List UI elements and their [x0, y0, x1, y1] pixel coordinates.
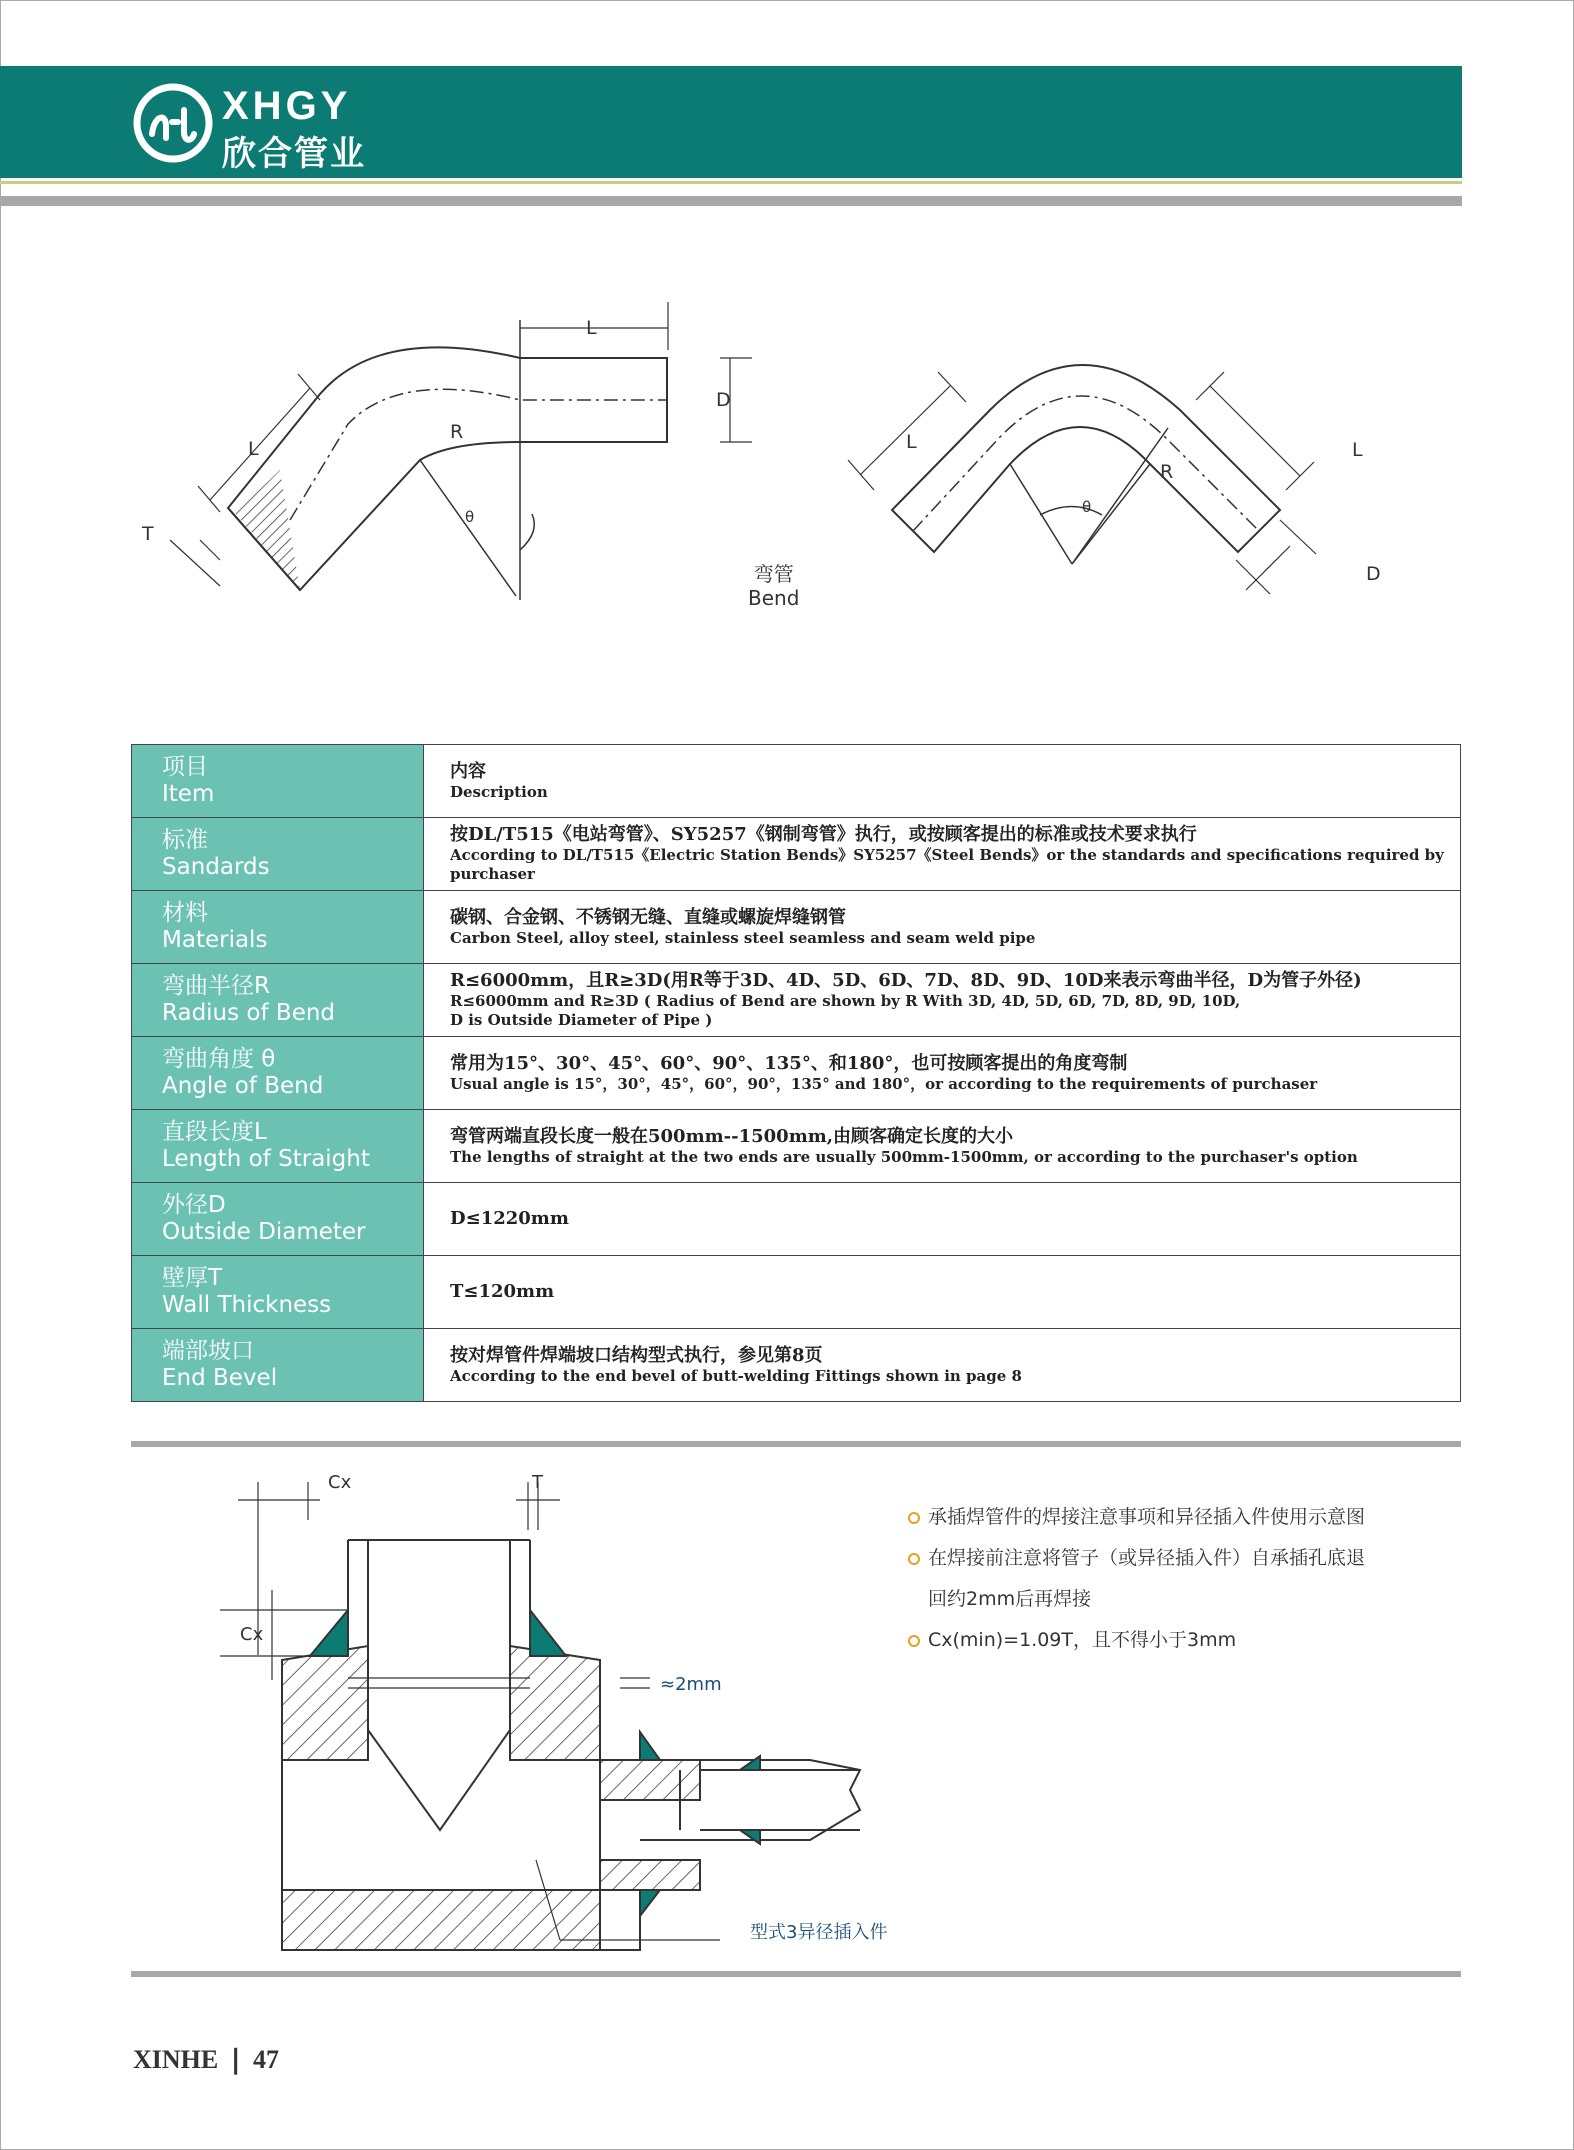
dim-label-theta-left: θ [465, 508, 475, 526]
dim-label-r-right: R [1160, 461, 1174, 483]
socket-weld-diagram [220, 1470, 900, 1960]
row-value-cn: T≤120mm [450, 1281, 555, 1302]
row-value-cn: R≤6000mm，且R≥3D(用R等于3D、4D、5D、6D、7D、8D、9D、10D来表示弯曲半径，D为管子外径) [450, 970, 1362, 991]
row-value-en: R≤6000mm and R≥3D ( Radius of Bend are shown by R With 3D, 4D, 5D, 6D, 7D, 8D, 9D, 10D, [450, 992, 1241, 1010]
note-text: 承插焊管件的焊接注意事项和异径插入件使用示意图 [928, 1506, 1366, 1528]
weld-label-t-top: T [532, 1472, 543, 1493]
row-value-cn: 常用为15°、30°、45°、60°、90°、135°、和180°，也可按顾客提出的角度弯制 [450, 1052, 1128, 1074]
row-key-cn: 弯曲半径R [162, 973, 270, 999]
table-row [132, 964, 1461, 1037]
header-accent-line [0, 181, 1462, 184]
table-row [132, 1256, 1461, 1329]
page-footer [133, 2045, 279, 2075]
figure-caption-en: Bend [748, 586, 800, 610]
row-value-en: Usual angle is 15°，30°，45°，60°，90°，135° and 180°，or according to the requirements of purchaser [450, 1074, 1318, 1093]
weld-label-gap: ≈2mm [660, 1674, 722, 1695]
header-banner [0, 66, 1462, 178]
page-number: 47 [253, 2045, 280, 2074]
table-row [132, 745, 1461, 818]
row-key-en: Length of Straight [162, 1146, 370, 1172]
dim-label-theta-right: θ [1082, 498, 1092, 516]
section-divider-top [131, 1441, 1461, 1447]
table-row [132, 1037, 1461, 1110]
row-value-cn: 内容 [450, 760, 486, 782]
row-key-en: End Bevel [162, 1365, 278, 1391]
footer-separator: ❘ [224, 2045, 254, 2074]
row-key-cn: 弯曲角度 θ [162, 1046, 276, 1072]
row-key-en: Radius of Bend [162, 1000, 336, 1026]
header-grey-bar [0, 196, 1462, 206]
weld-label-cx-top: Cx [328, 1472, 352, 1493]
table-row [132, 1329, 1461, 1402]
brand-name-cn: 欣合管业 [222, 134, 366, 174]
brand-name-en: XHGY [222, 84, 352, 128]
row-value-en: Description [450, 782, 548, 801]
list-item [908, 1497, 1468, 1538]
row-key-en: Materials [162, 927, 268, 953]
list-item [908, 1620, 1468, 1661]
dim-label-l-right-b: L [1352, 439, 1363, 461]
note-text-continued: 回约2mm后再焊接 [928, 1588, 1092, 1610]
row-value-cn: 按DL/T515《电站弯管》、SY5257《钢制弯管》执行，或按顾客提出的标准或技术要求执行 [450, 824, 1197, 845]
row-key-cn: 材料 [162, 900, 208, 926]
table-row [132, 891, 1461, 964]
row-key-en: Outside Diameter [162, 1219, 366, 1245]
bullet-icon [908, 1553, 920, 1565]
dim-label-d-right: D [1366, 563, 1381, 585]
list-item [908, 1538, 1468, 1620]
note-text: Cx(min)=1.09T，且不得小于3mm [928, 1629, 1237, 1651]
bullet-icon [908, 1635, 920, 1647]
dim-label-d-left: D [716, 389, 731, 411]
row-key-cn: 壁厚T [162, 1265, 223, 1291]
row-value-en: According to DL/T515《Electric Station Bends》SY5257《Steel Bends》or the standards and specifications required by purchaser [450, 846, 1444, 883]
weld-label-insert: 型式3异径插入件 [750, 1922, 888, 1943]
row-key-en: Item [162, 781, 215, 807]
row-value-en-2: D is Outside Diameter of Pipe ) [450, 1011, 713, 1029]
spec-table [131, 744, 1461, 1402]
row-key-cn: 外径D [162, 1192, 226, 1218]
dim-label-l-left: L [248, 438, 259, 460]
notes-list [908, 1497, 1468, 1661]
row-value-cn: 碳钢、合金钢、不锈钢无缝、直缝或螺旋焊缝钢管 [450, 906, 846, 928]
row-key-cn: 直段长度L [162, 1119, 267, 1145]
table-row [132, 818, 1461, 891]
bullet-icon [908, 1512, 920, 1524]
row-value-cn: 按对焊管件焊端坡口结构型式执行，参见第8页 [450, 1344, 823, 1366]
row-key-cn: 标准 [162, 827, 208, 853]
dim-label-r-left: R [450, 421, 464, 443]
figure-caption-cn: 弯管 [753, 562, 794, 586]
row-key-en: Wall Thickness [162, 1292, 332, 1318]
row-value-cn: D≤1220mm [450, 1208, 569, 1229]
row-key-en: Angle of Bend [162, 1073, 324, 1099]
dim-label-l-right-a: L [906, 431, 917, 453]
figure-caption [748, 562, 799, 610]
row-value-cn: 弯管两端直段长度一般在500mm--1500mm,由顾客确定长度的大小 [450, 1125, 1014, 1147]
row-key-en: Sandards [162, 854, 270, 880]
brand-logo-icon [132, 82, 214, 164]
dim-label-l-top: L [586, 317, 597, 339]
table-row [132, 1183, 1461, 1256]
row-value-en: The lengths of straight at the two ends are usually 500mm-1500mm, or according to the purchaser's option [450, 1147, 1358, 1166]
row-value-en: According to the end bevel of butt-welding Fittings shown in page 8 [450, 1366, 1022, 1385]
row-value-en: Carbon Steel, alloy steel, stainless steel seamless and seam weld pipe [450, 928, 1036, 947]
row-key-cn: 项目 [162, 754, 208, 780]
row-key-cn: 端部坡口 [162, 1338, 254, 1364]
section-divider-bottom [131, 1971, 1461, 1977]
dim-label-t: T [142, 523, 154, 545]
note-text: 在焊接前注意将管子（或异径插入件）自承插孔底退 [928, 1547, 1366, 1569]
table-row [132, 1110, 1461, 1183]
footer-brand: XINHE [133, 2045, 219, 2074]
weld-label-cx-left: Cx [240, 1624, 264, 1645]
